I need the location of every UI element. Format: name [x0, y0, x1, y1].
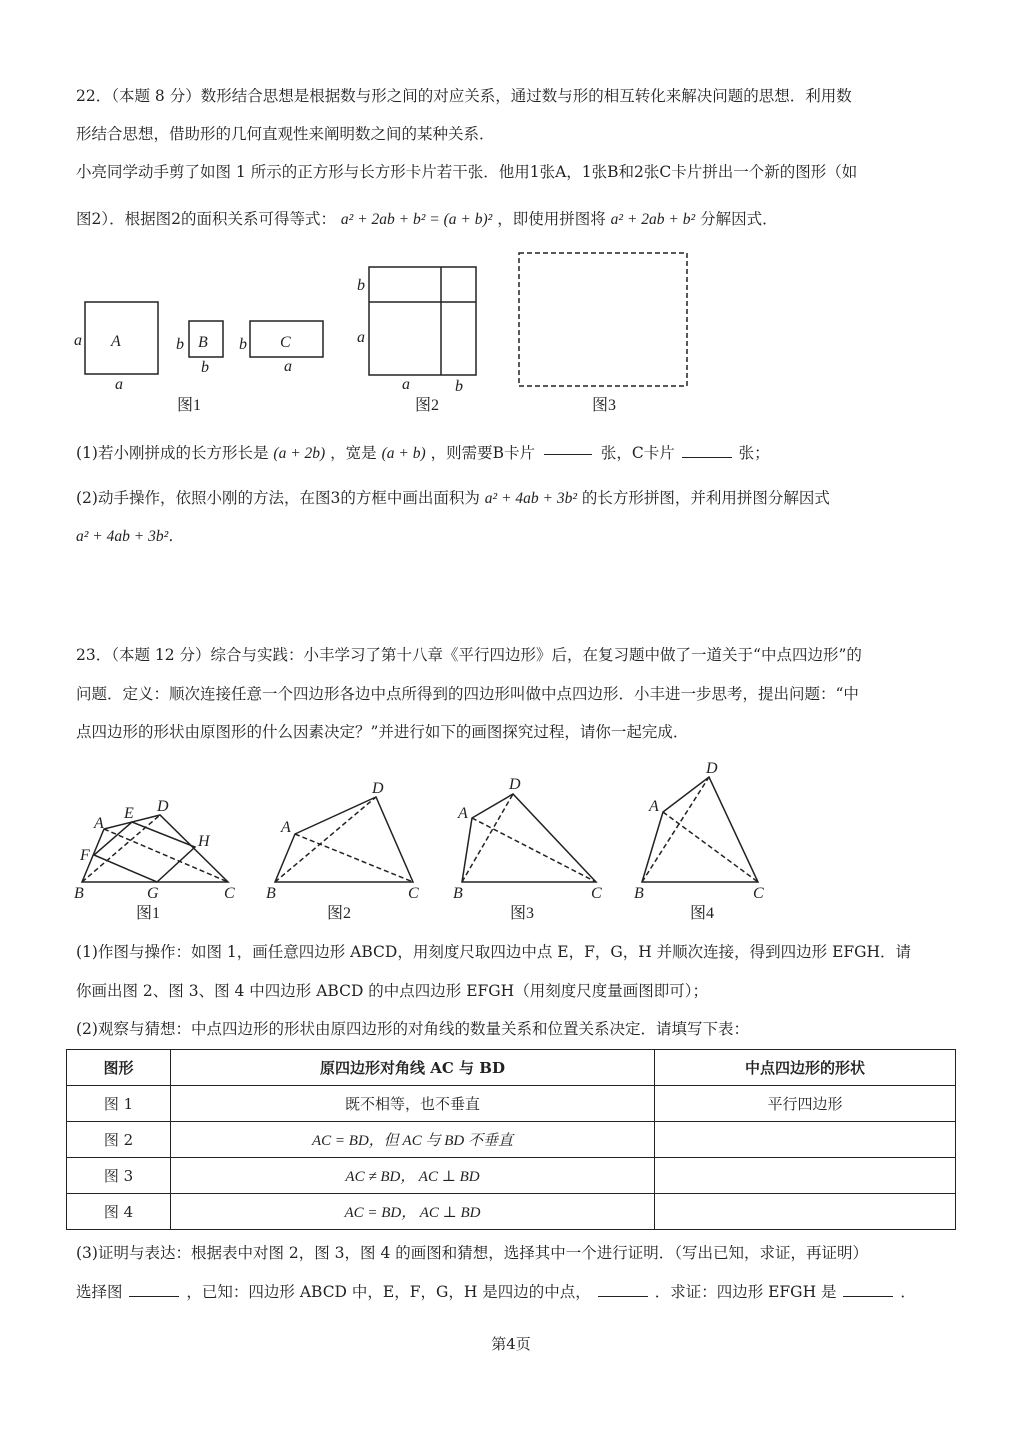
svg-text:B: B	[266, 885, 276, 902]
table-row: 图 2 AC = BD，但 AC 与 BD 不垂直	[67, 1122, 956, 1158]
svg-text:H: H	[198, 833, 210, 850]
svg-text:D: D	[157, 798, 169, 815]
identity-equation: a² + 2ab + b² = (a + b)²	[340, 211, 493, 228]
q22-line1: 22．（本题 8 分）数形结合思想是根据数与形之间的对应关系，通过数与形的相互转化来解决问题的思想．利用数	[76, 87, 852, 105]
svg-text:图1: 图1	[177, 397, 202, 414]
fig2-quadrilateral	[275, 797, 413, 882]
table-header-row	[67, 1050, 956, 1086]
svg-text:a: a	[402, 376, 410, 393]
svg-text:a: a	[284, 358, 292, 375]
svg-text:G: G	[147, 885, 159, 902]
svg-text:b: b	[201, 359, 209, 376]
expression: a² + 2ab + b²	[610, 211, 696, 228]
svg-text:C: C	[408, 885, 419, 902]
answer-cell-fig2[interactable]	[655, 1122, 956, 1158]
svg-text:a: a	[74, 332, 82, 349]
svg-text:C: C	[591, 885, 602, 902]
page-number: 第4页	[491, 1335, 531, 1353]
svg-text:图3: 图3	[510, 905, 535, 922]
svg-text:b: b	[239, 336, 247, 353]
table-row: 图 1 既不相等，也不垂直 平行四边形	[67, 1086, 956, 1122]
header-shape: 中点四边形的形状	[655, 1050, 956, 1086]
svg-text:E: E	[124, 805, 134, 822]
svg-text:D: D	[372, 780, 384, 797]
svg-text:C: C	[224, 885, 235, 902]
diagonal-relationship-table	[66, 1049, 956, 1230]
svg-text:A: A	[458, 805, 468, 822]
svg-text:A: A	[281, 819, 291, 836]
q23-part3-line2: 选择图 ，已知：四边形 ABCD 中，E，F，G，H 是四边的中点， ．求证：四边形 EFGH 是 ．	[76, 1283, 916, 1301]
conclusion-blank[interactable]	[843, 1282, 893, 1297]
q22-line3: 小亮同学动手剪了如图 1 所示的正方形与长方形卡片若干张．他用1张A，1张B和2张C卡片拼出一个新的图形（如	[76, 163, 858, 181]
table-row: 图 3 AC ≠ BD， AC ⊥ BD	[67, 1158, 956, 1194]
q22-line4: 图2）．根据图2的面积关系可得等式： a² + 2ab + b² = (a + b)² ，即使用拼图将 a² + 2ab + b² 分解因式．	[76, 210, 778, 228]
chosen-figure-blank[interactable]	[129, 1282, 179, 1297]
q23-part1-line2: 你画出图 2、图 3、图 4 中四边形 ABCD 的中点四边形 EFGH（用刻度尺度量画图即可）；	[76, 982, 708, 1000]
svg-text:图1: 图1	[136, 905, 161, 922]
q23-line1: 23．（本题 12 分）综合与实践：小丰学习了第十八章《平行四边形》后，在复习题中做了一道关于“中点四边形”的	[76, 646, 862, 664]
svg-text:C: C	[753, 885, 764, 902]
given-condition-blank[interactable]	[598, 1282, 648, 1297]
svg-text:B: B	[453, 885, 463, 902]
q22-part1: (1)若小刚拼成的长方形长是 (a + 2b) ，宽是 (a + b) ，则需要B卡片 张，C卡片 张；	[76, 444, 770, 462]
svg-text:b: b	[176, 336, 184, 353]
q22-line2: 形结合思想，借助形的几何直观性来阐明数之间的某种关系．	[76, 125, 495, 143]
svg-text:F: F	[80, 847, 90, 864]
svg-text:a: a	[357, 329, 365, 346]
q23-part3-line1: (3)证明与表达：根据表中对图 2，图 3，图 4 的画图和猜想，选择其中一个进行证明．（写出已知，求证，再证明）	[76, 1244, 869, 1262]
svg-text:图2: 图2	[415, 397, 440, 414]
svg-text:D: D	[706, 760, 718, 777]
fig3-quadrilateral	[462, 794, 596, 882]
svg-text:B: B	[74, 885, 84, 902]
svg-text:B: B	[634, 885, 644, 902]
svg-text:图4: 图4	[690, 905, 715, 922]
q22-part2: (2)动手操作，依照小刚的方法，在图3的方框中画出面积为 a² + 4ab + 3b² 的长方形拼图，并利用拼图分解因式	[76, 489, 830, 507]
q22-part2-expr: a² + 4ab + 3b²．	[76, 528, 184, 545]
q23-line3: 点四边形的形状由原图形的什么因素决定？”并进行如下的画图探究过程，请你一起完成．	[76, 723, 689, 741]
svg-text:D: D	[509, 776, 521, 793]
svg-text:图3: 图3	[592, 397, 617, 414]
answer-cell-fig4[interactable]	[655, 1194, 956, 1230]
svg-text:b: b	[455, 378, 463, 395]
fig1-midpoint-quad	[94, 822, 195, 882]
svg-text:C: C	[280, 334, 291, 351]
svg-text:A: A	[649, 798, 659, 815]
svg-text:b: b	[357, 277, 365, 294]
svg-text:图2: 图2	[327, 905, 352, 922]
svg-text:B: B	[198, 334, 208, 351]
svg-text:a: a	[115, 376, 123, 393]
table-row: 图 4 AC = BD， AC ⊥ BD	[67, 1194, 956, 1230]
svg-text:A: A	[111, 333, 121, 350]
answer-cell-fig3[interactable]	[655, 1158, 956, 1194]
fig4-quadrilateral	[642, 777, 758, 882]
q23-part2: (2)观察与猜想：中点四边形的形状由原四边形的对角线的数量关系和位置关系决定．请填写下表：	[76, 1020, 749, 1038]
header-figure: 图形	[67, 1050, 171, 1086]
header-diagonals: 原四边形对角线 AC 与 BD	[171, 1050, 655, 1086]
svg-text:A: A	[94, 815, 104, 832]
q23-line2: 问题．定义：顺次连接任意一个四边形各边中点所得到的四边形叫做中点四边形．小丰进一步思考，提出问题：“中	[76, 685, 859, 703]
q23-part1-line1: (1)作图与操作：如图 1，画任意四边形 ABCD，用刻度尺取四边中点 E，F，G，H 并顺次连接，得到四边形 EFGH．请	[76, 943, 912, 961]
